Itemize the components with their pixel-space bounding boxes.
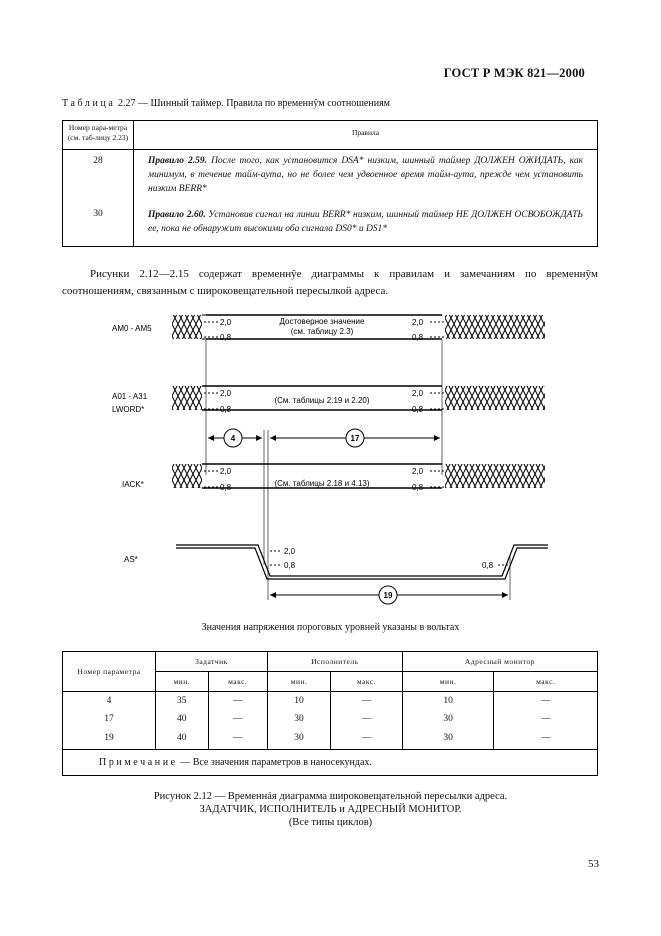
- value-cell: —: [331, 692, 403, 710]
- undefined-region-right: [445, 464, 545, 488]
- value-cell: —: [331, 728, 403, 750]
- value-cell: 10: [402, 692, 494, 710]
- table-row: [63, 710, 598, 728]
- value-cell: 40: [156, 728, 209, 750]
- threshold-high: 2,0: [220, 389, 232, 398]
- value-cell: —: [494, 710, 598, 728]
- value-cell: 35: [156, 692, 209, 710]
- value-cell: 10: [267, 692, 330, 710]
- figure-caption-line2: ЗАДАТЧИК, ИСПОЛНИТЕЛЬ и АДРЕСНЫЙ МОНИТОР.: [199, 804, 462, 816]
- group-header: Адресный монитор: [402, 652, 597, 672]
- params-note: [63, 750, 598, 776]
- threshold-low: 0,8: [284, 561, 296, 570]
- rule-title: Правило 2.59.: [148, 156, 208, 167]
- table-row: [63, 692, 598, 710]
- rule-text: [134, 150, 598, 210]
- undefined-region-right: [445, 386, 545, 410]
- note-label: Примечание: [99, 757, 178, 768]
- threshold-high: 2,0: [284, 547, 296, 556]
- params-table: [62, 651, 598, 776]
- param-cell: 19: [63, 728, 156, 750]
- undefined-region-left: [172, 315, 202, 339]
- value-cell: —: [494, 692, 598, 710]
- min-header: мин.: [156, 672, 209, 692]
- figure-caption: [0, 790, 661, 829]
- min-header: мин.: [402, 672, 494, 692]
- param-cell: 17: [63, 710, 156, 728]
- param-number-header: Номер пара-метра (см. таб-лицу 2.23): [63, 121, 134, 150]
- value-cell: —: [208, 728, 267, 750]
- signal-label-iack: IACK*: [122, 480, 144, 489]
- undefined-region-right: [445, 315, 545, 339]
- threshold-low: 0,8: [412, 333, 424, 342]
- table-caption: [62, 98, 390, 109]
- threshold-high: 2,0: [412, 467, 424, 476]
- row-number: 30: [63, 209, 134, 247]
- param-4-label: 4: [230, 434, 236, 443]
- min-header: мин.: [267, 672, 330, 692]
- signal-iack: [122, 464, 545, 492]
- am-value-text: Достоверное значение: [279, 317, 365, 326]
- am-value-ref: (см. таблицу 2.3): [290, 327, 354, 336]
- value-cell: 40: [156, 710, 209, 728]
- undefined-region-left: [172, 386, 202, 410]
- threshold-low: 0,8: [220, 483, 232, 492]
- signal-a01: [112, 386, 545, 414]
- group-header: Задатчик: [156, 652, 268, 672]
- value-cell: —: [331, 710, 403, 728]
- signal-as: [124, 545, 548, 604]
- threshold-high: 2,0: [412, 318, 424, 327]
- threshold-low: 0,8: [412, 405, 424, 414]
- page-number: 53: [588, 858, 599, 870]
- timing-diagram: [100, 300, 560, 610]
- group-header: Исполнитель: [267, 652, 402, 672]
- table-row: [63, 728, 598, 750]
- signal-label-a01: A01 - A31: [112, 392, 148, 401]
- value-cell: —: [494, 728, 598, 750]
- threshold-high: 2,0: [412, 389, 424, 398]
- note-text: — Все значения параметров в наносекундах.: [177, 757, 372, 768]
- signal-label-as: AS*: [124, 555, 138, 564]
- a01-value-ref: (См. таблицы 2.19 и 2.20): [274, 396, 370, 405]
- max-header: макс.: [494, 672, 598, 692]
- signal-am: [112, 315, 545, 342]
- max-header: макс.: [331, 672, 403, 692]
- volts-note: Значения напряжения пороговых уровней указаны в вольтах: [201, 622, 460, 633]
- rule-body: Установив сигнал на линии BERR* низким, шинный таймер НЕ ДОЛЖЕН ОСВОБОЖДАТЬ ее, пока не обнаружит высокими оба сигнала DS0* и DS1*: [148, 210, 583, 235]
- value-cell: 30: [267, 710, 330, 728]
- threshold-low: 0,8: [220, 333, 232, 342]
- param-cell: 4: [63, 692, 156, 710]
- param-header: Номер параметра: [63, 652, 156, 692]
- body-paragraph: Рисунки 2.12—2.15 содержат временнŷе диаграммы к правилам и замечаниям по временнŷм соотношениям, связанным с широковещательной пересылкой адреса.: [62, 268, 598, 297]
- rule-title: Правило 2.60.: [148, 210, 206, 221]
- value-cell: 30: [402, 728, 494, 750]
- param-19-label: 19: [383, 591, 393, 600]
- table-caption-word: Таблица: [62, 98, 116, 109]
- threshold-high: 2,0: [220, 318, 232, 327]
- rules-table: [62, 120, 598, 247]
- rules-header: Правила: [134, 121, 598, 150]
- signal-label-lword: LWORD*: [112, 405, 145, 414]
- param-17-label: 17: [350, 434, 360, 443]
- value-cell: 30: [402, 710, 494, 728]
- figure-caption-line1: Рисунок 2.12 — Временнáя диаграмма широковещательной пересылки адреса.: [153, 791, 508, 802]
- table-caption-text: 2.27 — Шинный таймер. Правила по временнŷм соотношениям: [117, 98, 390, 109]
- threshold-high: 2,0: [220, 467, 232, 476]
- threshold-low: 0,8: [220, 405, 232, 414]
- max-header: макс.: [208, 672, 267, 692]
- table-row: [63, 209, 598, 247]
- rule-body: После того, как установится DSA* низким, шинный таймер ДОЛЖЕН ОЖИДАТЬ, как минимум, в течение тайм-аута, но не более чем удвоенное время тайм-аута, прежде чем установить низким BERR*: [148, 156, 584, 194]
- iack-value-ref: (См. таблицы 2.18 и 4.13): [274, 479, 370, 488]
- table-row: [63, 150, 598, 210]
- row-number: 28: [63, 150, 134, 210]
- figure-caption-line3: (Все типы циклов): [288, 817, 373, 829]
- signal-label-am: AM0 - AM5: [112, 324, 152, 333]
- document-code: ГОСТ Р МЭК 821—2000: [443, 66, 585, 80]
- threshold-low: 0,8: [482, 561, 494, 570]
- value-cell: 30: [267, 728, 330, 750]
- threshold-low: 0,8: [412, 483, 424, 492]
- rule-text: [134, 209, 598, 247]
- param-arrows-4-17: [208, 429, 440, 447]
- value-cell: —: [208, 710, 267, 728]
- value-cell: —: [208, 692, 267, 710]
- undefined-region-left: [172, 464, 202, 488]
